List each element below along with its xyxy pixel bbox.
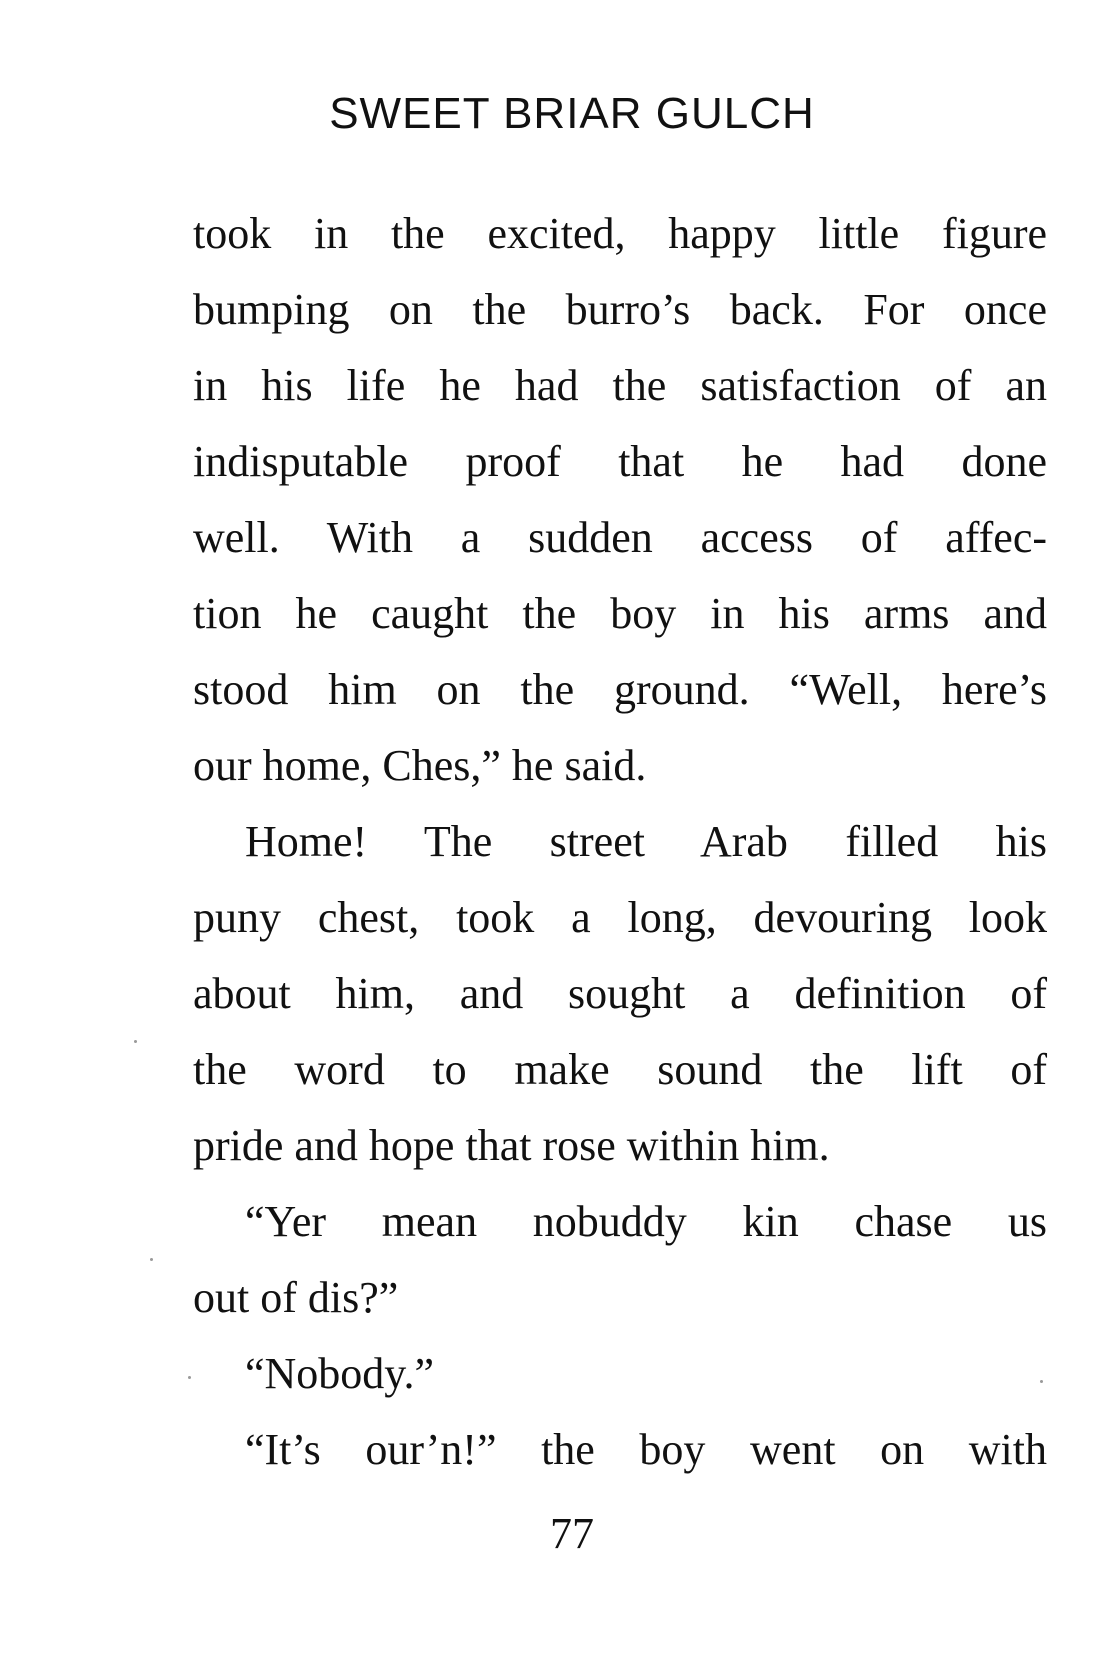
paragraph-4 bbox=[193, 1336, 1047, 1412]
text-line: Home! The street Arab filled his bbox=[245, 817, 1047, 866]
text-line: “Nobody.” bbox=[245, 1349, 434, 1398]
paragraph-1 bbox=[193, 196, 1047, 804]
running-head: SWEET BRIAR GULCH bbox=[329, 89, 815, 138]
scan-speck bbox=[1040, 1380, 1043, 1383]
text-line: in his life he had the satisfaction of an bbox=[193, 361, 1047, 410]
text-line: bumping on the burro’s back. For once bbox=[193, 285, 1047, 334]
paragraph-5 bbox=[193, 1412, 1047, 1488]
paragraph-2 bbox=[193, 804, 1047, 1184]
text-line: “Yer mean nobuddy kin chase us bbox=[245, 1197, 1047, 1246]
text-line: out of dis?” bbox=[193, 1273, 399, 1322]
text-line: puny chest, took a long, devouring look bbox=[193, 893, 1047, 942]
text-line: took in the excited, happy little figure bbox=[193, 209, 1047, 258]
text-line: the word to make sound the lift of bbox=[193, 1045, 1047, 1094]
scan-speck bbox=[150, 1258, 153, 1261]
body-text bbox=[193, 196, 1047, 1488]
text-line: stood him on the ground. “Well, here’s bbox=[193, 665, 1047, 714]
scan-speck bbox=[134, 1040, 137, 1043]
text-line: well. With a sudden access of affec- bbox=[193, 513, 1047, 562]
text-line: pride and hope that rose within him. bbox=[193, 1121, 830, 1170]
text-line: tion he caught the boy in his arms and bbox=[193, 589, 1047, 638]
scan-speck bbox=[188, 1376, 191, 1379]
text-line: our home, Ches,” he said. bbox=[193, 741, 647, 790]
paragraph-3 bbox=[193, 1184, 1047, 1336]
text-line: indisputable proof that he had done bbox=[193, 437, 1047, 486]
text-line: about him, and sought a definition of bbox=[193, 969, 1047, 1018]
text-line: “It’s our’n!” the boy went on with bbox=[245, 1425, 1047, 1474]
page-number: 77 bbox=[550, 1509, 594, 1558]
